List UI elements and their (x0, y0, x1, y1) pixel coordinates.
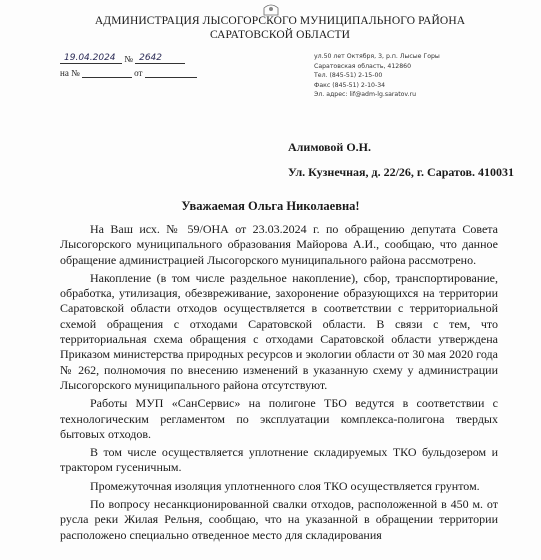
reference-on-label: на (60, 68, 69, 78)
body-paragraph: Промежуточная изоляция уплотненного слоя ТКО осуществляется грунтом. (90, 478, 480, 493)
contact-region: Саратовская область, 412860 (314, 62, 412, 70)
contact-phone: Тел. (845-51) 2-15-00 (314, 72, 383, 80)
body-paragraph: По вопросу несанкционированной свалки отходов, расположенной в 450 м. от русла реки Жилая Рельня, сообщаю, что на указанной в обращении территории расположено специально отведенное место для складирования (60, 497, 498, 542)
outgoing-number-sign: № (124, 54, 133, 64)
addressee-block (288, 140, 528, 180)
contact-email: Эл. адрес: lif@adm-lg.saratov.ru (314, 91, 417, 99)
reference-number-sign: № (71, 68, 80, 78)
addressee-name: Алимовой О.Н. (288, 140, 372, 154)
body-paragraph: Накопление (в том числе раздельное накопление), сбор, транспортирование, обработка, утилизация, обезвреживание, захоронение образующихся на территории Саратовской области отходов осуществляется в соответствии с территориальной схемой обращения с отходами Саратовской области. В связи с тем, что территориальная схема обращения с отходами Саратовской области утверждена Приказом министерства природных ресурсов и экологии области от 30 мая 2020 года № 262, полномочия по внесению изменений в указанную схему у администрации Лысогорского муниципального района отсутствуют. (60, 270, 498, 392)
outgoing-registration (60, 52, 185, 64)
outgoing-number: 2642 (139, 53, 162, 63)
body-paragraph: Работы МУП «СанСервис» на полигоне ТБО ведутся в соответствии с технологическим регламентом по эксплуатации комплекса-полигона твердых бытовых отходов. (60, 396, 498, 441)
contact-block (314, 52, 514, 100)
organization-header (60, 14, 500, 42)
body-paragraph: В том числе осуществляется уплотнение складируемых ТКО бульдозером и трактором гусеничным. (60, 445, 498, 475)
org-name-line1: АДМИНИСТРАЦИЯ ЛЫСОГОРСКОГО МУНИЦИПАЛЬНОГО РАЙОНА (94, 15, 466, 27)
contact-address: ул.50 лет Октября, 3, р.п. Лысые Горы (314, 53, 440, 60)
incoming-reference (60, 66, 197, 78)
reference-from-label: от (134, 68, 143, 78)
letter-body (60, 222, 498, 546)
body-paragraph: На Ваш исх. № 59/ОНА от 23.03.2024 г. по обращению депутата Совета Лысогорского муниципального образования Майорова А.И., сообщаю, что данное обращение администрацией Лысогорского муниципального района рассмотрено. (60, 222, 498, 267)
org-name-line2: САРАТОВСКОЙ ОБЛАСТИ (209, 29, 351, 41)
salutation: Уважаемая Ольга Николаевна! (181, 199, 360, 213)
outgoing-date: 19.04.2024 (64, 53, 116, 63)
contact-fax: Факс (845-51) 2-10-34 (314, 81, 386, 89)
addressee-address: Ул. Кузнечная, д. 22/26, г. Саратов. 410031 (288, 165, 514, 179)
